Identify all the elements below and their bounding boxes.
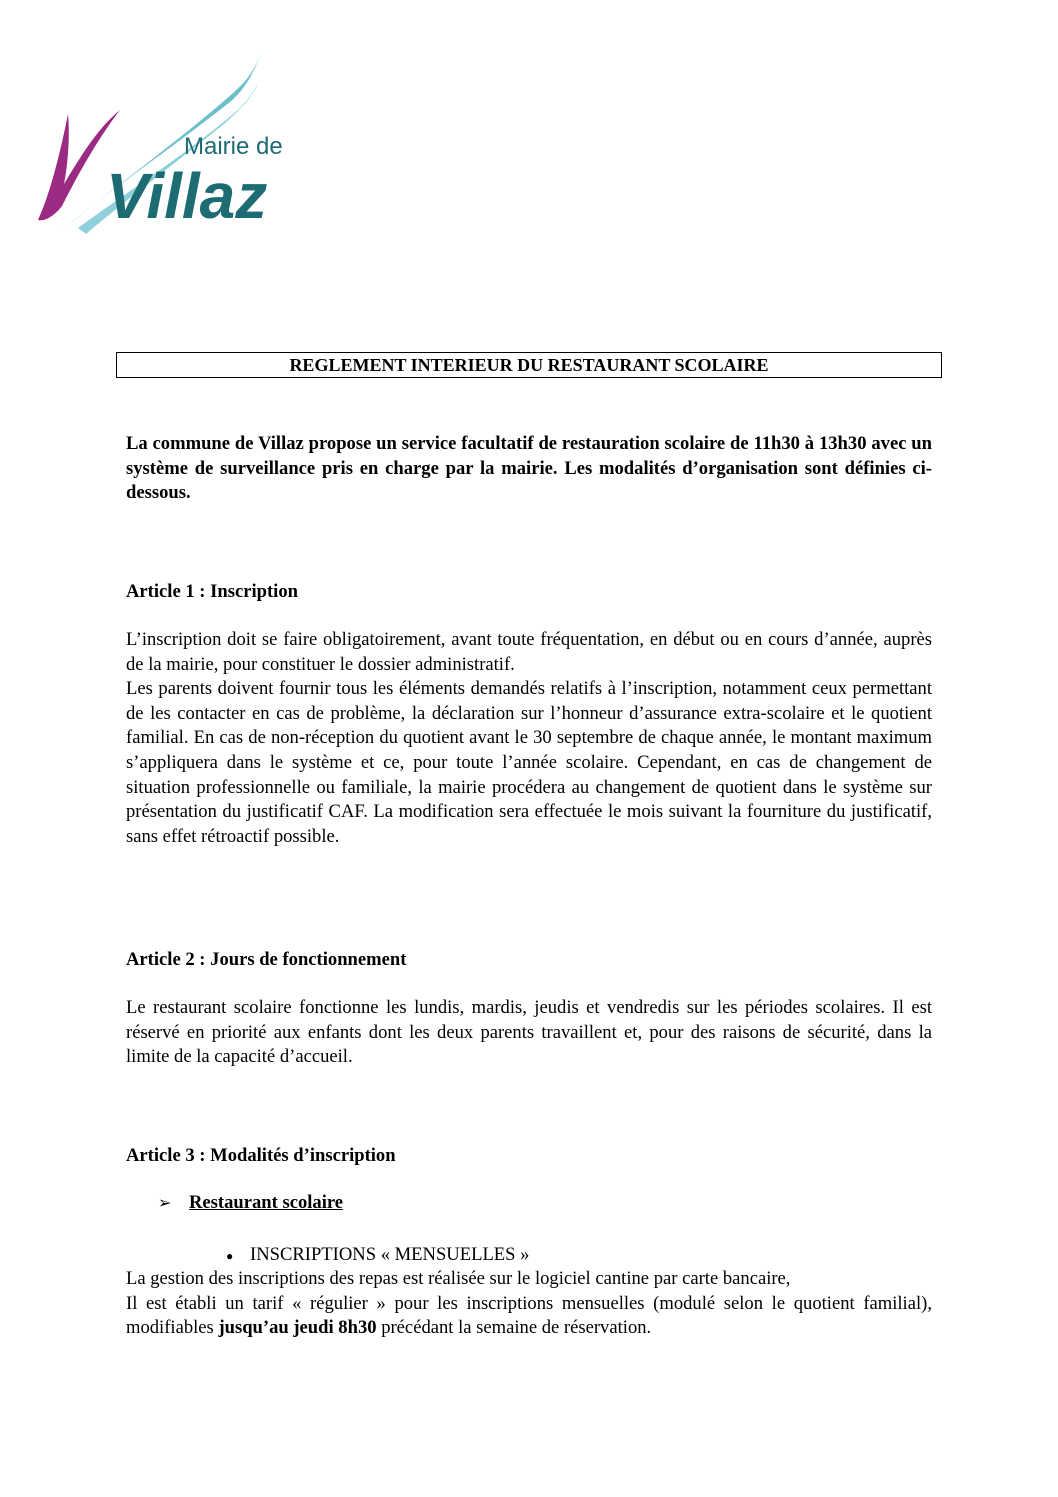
article-3-line-2 bbox=[126, 1292, 932, 1341]
article-3-line-1: La gestion des inscriptions des repas est réalisée sur le logiciel cantine par carte bancaire, bbox=[126, 1268, 791, 1289]
logo-mairie-de-villaz bbox=[34, 44, 296, 244]
arrow-bullet-icon: ➢ bbox=[158, 1195, 172, 1212]
article-1-body bbox=[126, 628, 932, 849]
bullet-item bbox=[226, 1243, 529, 1268]
logo-line2: Villaz bbox=[106, 160, 268, 232]
article-1-paragraph-2: Les parents doivent fournir tous les éléments demandés relatifs à l’inscription, notamment ceux permettant de les contacter en cas de problème, la déclaration sur l’honneur d’assurance extra-scolaire et le quotient familial. En cas de non-réception du quotient avant le 30 septembre de chaque année, le montant maximum s’appliquera dans le système et ce, pour toute l’année scolaire. Cependant, en cas de changement de situation professionnelle ou familiale, la mairie procédera au changement de quotient dans le système sur présentation du justificatif CAF. La modification sera effectuée le mois suivant la fourniture du justificatif, sans effet rétroactif possible. bbox=[126, 678, 932, 847]
bullet-dot-icon: ● bbox=[226, 1248, 234, 1263]
article-1-heading: Article 1 : Inscription bbox=[126, 581, 298, 602]
article-2-paragraph: Le restaurant scolaire fonctionne les lundis, mardis, jeudis et vendredis sur les périodes scolaires. Il est réservé en priorité aux enfants dont les deux parents travaillent et, pour des raisons de sécurité, dans la limite de la capacité d’accueil. bbox=[126, 997, 932, 1068]
document-title: REGLEMENT INTERIEUR DU RESTAURANT SCOLAIRE bbox=[116, 352, 942, 378]
logo-line1: Mairie de bbox=[184, 133, 283, 160]
deadline-text: jusqu’au jeudi 8h30 bbox=[218, 1317, 377, 1339]
logo-graphic bbox=[34, 44, 296, 244]
subsection-label: Restaurant scolaire bbox=[189, 1192, 344, 1213]
intro-paragraph: La commune de Villaz propose un service facultatif de restauration scolaire de 11h30 à 13h30 avec un système de surveillance pris en charge par la mairie. Les modalités d’organisation sont définies ci-dessous. bbox=[126, 433, 932, 504]
subsection-restaurant-scolaire bbox=[158, 1191, 343, 1216]
article-3-heading: Article 3 : Modalités d’inscription bbox=[126, 1145, 396, 1166]
article-3-line-2-end: précédant la semaine de réservation. bbox=[376, 1317, 652, 1339]
article-3-line-2-start: Il est établi un tarif « régulier » pour les inscriptions mensuelles (modulé selon le quotient familial), modifiables bbox=[126, 1292, 932, 1339]
article-1-paragraph-1: L’inscription doit se faire obligatoirement, avant toute fréquentation, en début ou en cours d’année, auprès de la mairie, pour constituer le dossier administratif. bbox=[126, 629, 932, 675]
bullet-label: INSCRIPTIONS « MENSUELLES » bbox=[250, 1244, 530, 1265]
article-3-body bbox=[126, 1267, 932, 1341]
article-2-heading: Article 2 : Jours de fonctionnement bbox=[126, 949, 407, 970]
